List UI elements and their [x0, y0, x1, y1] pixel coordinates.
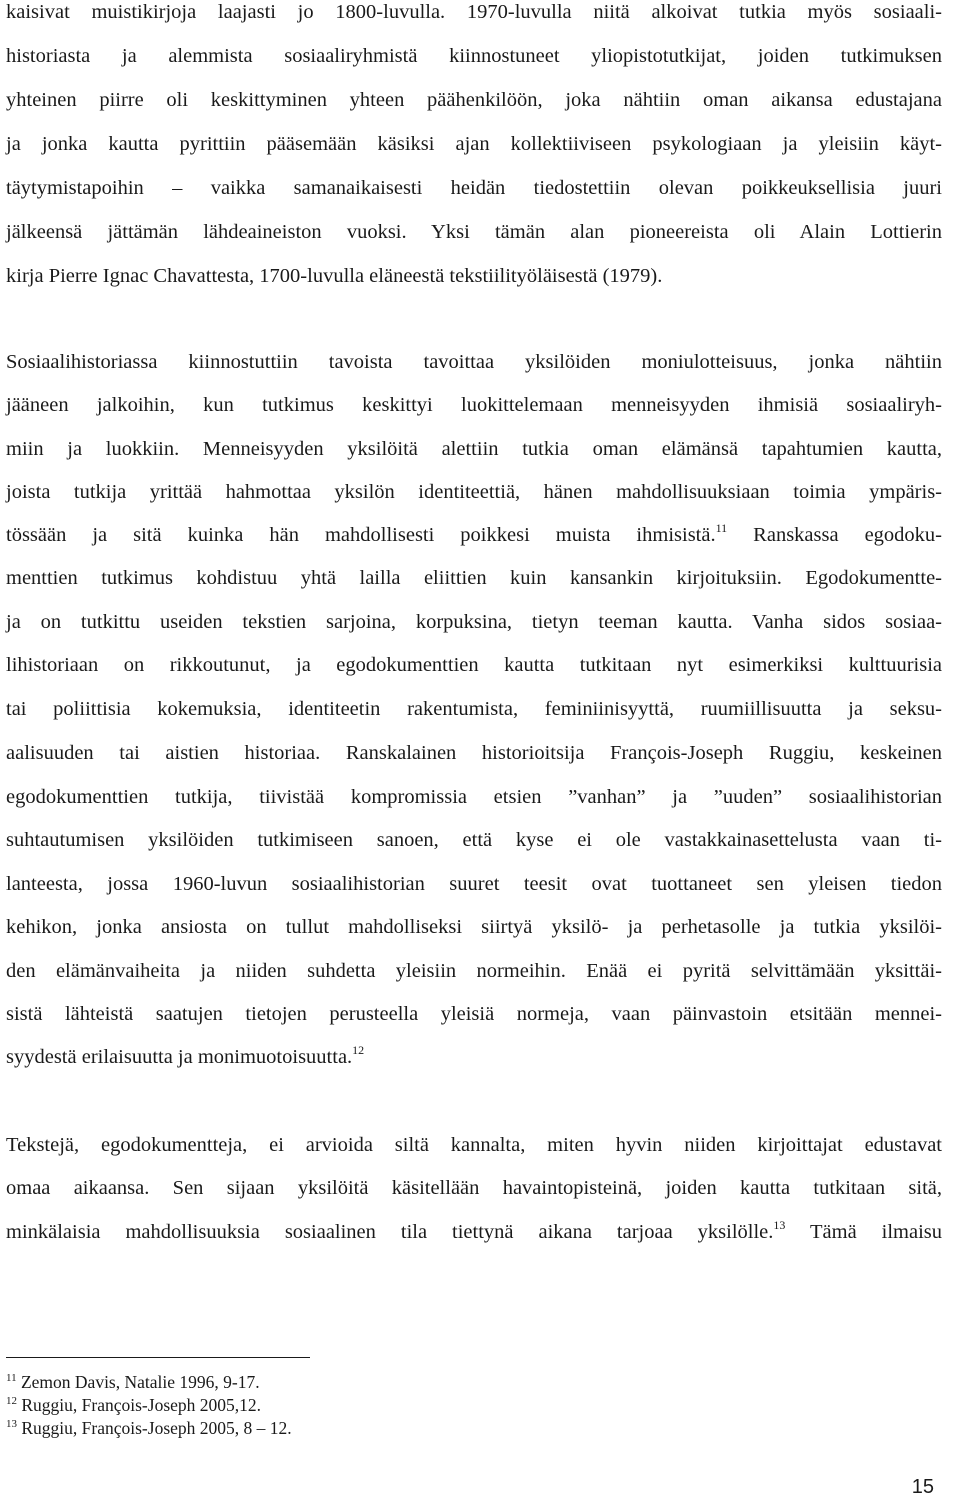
text-line: menttien tutkimus kohdistuu yhtä lailla eliittien kuin kansankin kirjoituksiin. Egodokumentte-	[6, 567, 942, 589]
text-segment: minkälaisia mahdollisuuksia sosiaalinen tila tiettynä aikana tarjoaa yksilölle.	[6, 1221, 774, 1243]
footnote-ref-11[interactable]: 11	[715, 521, 728, 535]
text-line: Tekstejä, egodokumentteja, ei arvioida siltä kannalta, miten hyvin niiden kirjoittajat edustavat	[6, 1134, 942, 1156]
footnote-13	[6, 1416, 292, 1440]
text-line: kaisivat muistikirjoja laajasti jo 1800-luvulla. 1970-luvulla niitä alkoivat tutkia myös sosiaali-	[6, 1, 942, 23]
footnote-number: 12	[6, 1395, 17, 1407]
page-number: 15	[911, 1476, 934, 1498]
text-line: historiasta ja alemmista sosiaaliryhmistä kiinnostuneet yliopistotutkijat, joiden tutkimuksen	[6, 45, 942, 67]
footnote-text: Ruggiu, François-Joseph 2005, 8 – 12.	[17, 1418, 292, 1438]
text-line	[6, 1037, 942, 1077]
text-line: joista tutkija yrittää hahmottaa yksilön identiteettiä, hänen mahdollisuuksiaan toimia ympäris-	[6, 481, 942, 503]
text-line: suhtautumisen yksilöiden tutkimiseen sanoen, että kyse ei ole vastakkainasettelusta vaan ti-	[6, 829, 942, 851]
text-line: egodokumenttien tutkija, tiivistää kompromissia etsien ”vanhan” ja ”uuden” sosiaalihistorian	[6, 786, 942, 808]
text-line: miin ja luokkiin. Menneisyyden yksilöitä alettiin tutkia oman elämänsä tapahtumien kautta,	[6, 438, 942, 460]
text-line: jääneen jalkoihin, kun tutkimus keskittyi luokittelemaan menneisyyden ihmisiä sosiaaliryh-	[6, 394, 942, 416]
text-line: kirja Pierre Ignac Chavattesta, 1700-luvulla eläneestä tekstiilityöläisestä (1979).	[6, 265, 663, 287]
text-line: yhteinen piirre oli keskittyminen yhteen päähenkilöön, joka nähtiin oman aikansa edustajana	[6, 89, 942, 111]
text-segment: syydestä erilaisuutta ja monimuotoisuutta.	[6, 1046, 353, 1068]
footnote-ref-12[interactable]: 12	[352, 1043, 365, 1057]
footnote-separator	[6, 1357, 310, 1358]
text-line	[6, 515, 942, 555]
text-line	[6, 1212, 942, 1252]
text-line: lihistoriaan on rikkoutunut, ja egodokumenttien kautta tutkitaan nyt esimerkiksi kulttuurisia	[6, 654, 942, 676]
text-line: ja on tutkittu useiden tekstien sarjoina, korpuksina, tietyn teeman kautta. Vanha sidos sosiaa-	[6, 611, 942, 633]
text-line: jälkeensä jättämän lähdeaineiston vuoksi. Yksi tämän alan pioneereista oli Alain Lottierin	[6, 221, 942, 243]
footnote-ref-13[interactable]: 13	[773, 1218, 786, 1232]
text-segment: Ranskassa egodoku-	[727, 524, 942, 546]
footnote-12	[6, 1393, 261, 1417]
text-line: omaa aikaansa. Sen sijaan yksilöitä käsitellään havaintopisteinä, joiden kautta tutkitaan sitä,	[6, 1177, 942, 1199]
text-line: sistä lähteistä saatujen tietojen perusteella yleisiä normeja, vaan päinvastoin etsitään mennei-	[6, 1003, 942, 1025]
text-line: tai poliittisia kokemuksia, identiteetin rakentumista, feminiinisyyttä, ruumiillisuutta ja seksu-	[6, 698, 942, 720]
footnote-11	[6, 1370, 260, 1394]
footnote-number: 13	[6, 1418, 17, 1430]
text-segment: Tämä ilmaisu	[785, 1221, 942, 1243]
footnote-text: Ruggiu, François-Joseph 2005,12.	[17, 1395, 262, 1415]
text-line: kehikon, jonka ansiosta on tullut mahdolliseksi siirtyä yksilö- ja perhetasolle ja tutkia yksilöi-	[6, 916, 942, 938]
text-line: den elämänvaiheita ja niiden suhdetta yleisiin normeihin. Enää ei pyritä selvittämään yksittäi-	[6, 960, 942, 982]
text-line: täytymistapoihin – vaikka samanaikaisesti heidän tiedostettiin olevan poikkeuksellisia juuri	[6, 177, 942, 199]
footnote-text: Zemon Davis, Natalie 1996, 9-17.	[16, 1372, 260, 1392]
text-line: aalisuuden tai aistien historiaa. Ranskalainen historioitsija François-Joseph Ruggiu, keskeinen	[6, 742, 942, 764]
text-line: ja jonka kautta pyrittiin pääsemään käsiksi ajan kollektiiviseen psykologiaan ja yleisiin käyt-	[6, 133, 942, 155]
text-segment: tössään ja sitä kuinka hän mahdollisesti poikkesi muista ihmisistä.	[6, 524, 716, 546]
text-line: lanteesta, jossa 1960-luvun sosiaalihistorian suuret teesit ovat tuottaneet sen yleisen tiedon	[6, 873, 942, 895]
footnote-number: 11	[6, 1372, 17, 1384]
text-line: Sosiaalihistoriassa kiinnostuttiin tavoista tavoittaa yksilöiden moniulotteisuus, jonka nähtiin	[6, 351, 942, 373]
